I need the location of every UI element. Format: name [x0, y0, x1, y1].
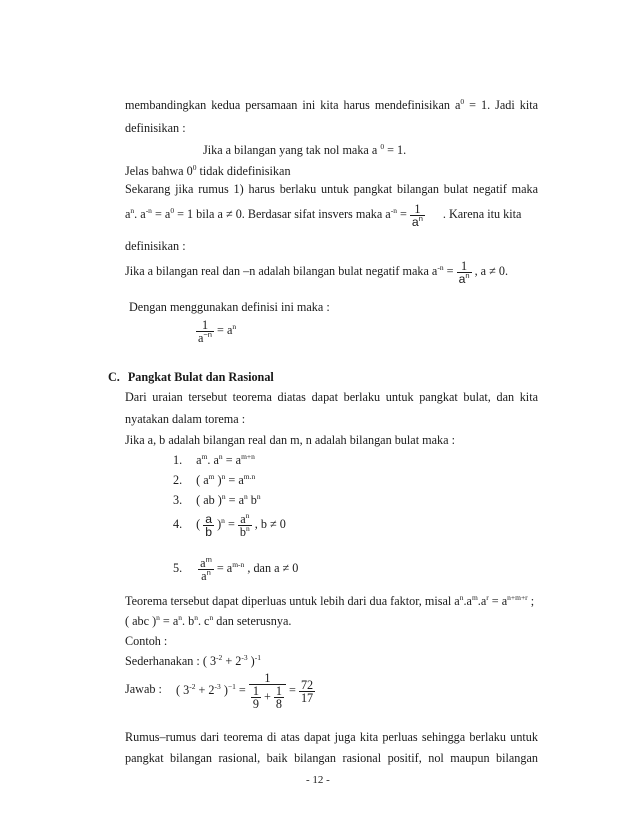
paragraph-line: Dari uraian tersebut teorema diatas dapat berlaku untuk pangkat bulat, dan kita: [125, 390, 538, 404]
fraction: $\frac{1}{a^n}$: [458, 258, 470, 286]
definition-line: Jika a bilangan yang tak nol maka a $^0$ = 1.: [203, 142, 407, 157]
list-item: 5. $\frac{a^m}{a^n}$ = $a^{m-n}$ , dan a ≠ 0: [173, 554, 299, 583]
formula-line: Jika a bilangan real dan –n adalah bilangan bulat negatif maka $a^{-n}$ = $\frac{1}{a^n}$ , a ≠ 0.: [125, 258, 509, 286]
paragraph-line: Teorema tersebut dapat diperluas untuk lebih dari dua faktor, misal $a^n.a^m.a^r = a^{n+m+r}$ ;: [125, 593, 535, 608]
compound-fraction: 1 $\frac{1}{9}$ + $\frac{1}{8}$: [249, 672, 286, 710]
fraction: $\frac{a^n}{b^n}$: [239, 510, 250, 539]
paragraph-line: Rumus–rumus dari teorema di atas dapat juga kita perluas sehingga berlaku untuk: [125, 730, 538, 744]
paragraph-line: Dengan menggunakan definisi ini maka :: [129, 300, 330, 314]
fraction: $\frac{1}{8}$: [275, 684, 282, 712]
fraction: $\frac{1}{a^n}$: [411, 201, 423, 229]
paragraph-line: Jelas bahwa $0^0$ tidak didefinisikan: [125, 163, 291, 178]
list-item: 4. ( $\frac{a}{b}$ )$^n$ = $\frac{a^n}{b^n}$ , b ≠ 0: [173, 510, 286, 539]
paragraph-line: Sederhanakan : ( $3^{-2} + 2^{-3}$ )$^{-1}$: [125, 653, 261, 668]
formula-line: $\frac{1}{a^{-n}}$ = $a^n$: [198, 317, 237, 345]
list-item: 2. ( $a^m$ )$^n = a^{m.n}$: [173, 472, 256, 487]
fraction: $\frac{1}{9}$: [252, 684, 259, 712]
paragraph-line: membandingkan kedua persamaan ini kita harus mendefinisikan $a^0 = 1$. Jadi kita: [125, 97, 539, 112]
paragraph-line: Jika a, b adalah bilangan real dan m, n adalah bilangan bulat maka :: [125, 433, 455, 447]
list-item: 1. $a^m$. $a^n = a^{m+n}$: [173, 452, 255, 467]
paragraph-line: nyatakan dalam torema :: [125, 412, 246, 426]
paragraph-line: pangkat bilangan rasional, baik bilangan rasional positif, nol maupun bilangan: [125, 751, 538, 765]
fraction: $\frac{a^m}{a^n}$: [200, 554, 212, 583]
formula-line: ( $3^{-2} + 2^{-3}$ )$^{-1}$ = 1 $\frac{1}{9}$ + $\frac{1}{8}$ = $\frac{72}{17}$: [176, 671, 314, 712]
fraction: $\frac{72}{17}$: [300, 677, 314, 705]
paragraph-line: Contoh :: [125, 634, 168, 648]
section-heading: C. Pangkat Bulat dan Rasional: [108, 370, 274, 384]
fraction: $\frac{1}{a^{-n}}$: [198, 317, 212, 345]
page-number: - 12 -: [306, 774, 330, 786]
answer-label: Jawab :: [125, 682, 162, 696]
paragraph-line: definisikan :: [125, 239, 186, 253]
formula-line: $a^n$. $a^{-n} = a^0 = 1$ bila a ≠ 0. Berdasar sifat insvers maka $a^{-n}$ = $\frac{1}{a^n}$ . Karena itu kita: [125, 201, 522, 229]
paragraph-line: Sekarang jika rumus 1) harus berlaku untuk pangkat bilangan bulat negatif maka: [125, 182, 538, 196]
list-item: 3. ( ab )$^n = a^n$ $b^n$: [173, 492, 261, 507]
fraction: $\frac{a}{b}$: [205, 511, 213, 539]
paragraph-line: definisikan :: [125, 121, 186, 135]
paragraph-line: ( abc )$^n = a^n$. $b^n$. $c^n$ dan seterusnya.: [125, 613, 292, 628]
